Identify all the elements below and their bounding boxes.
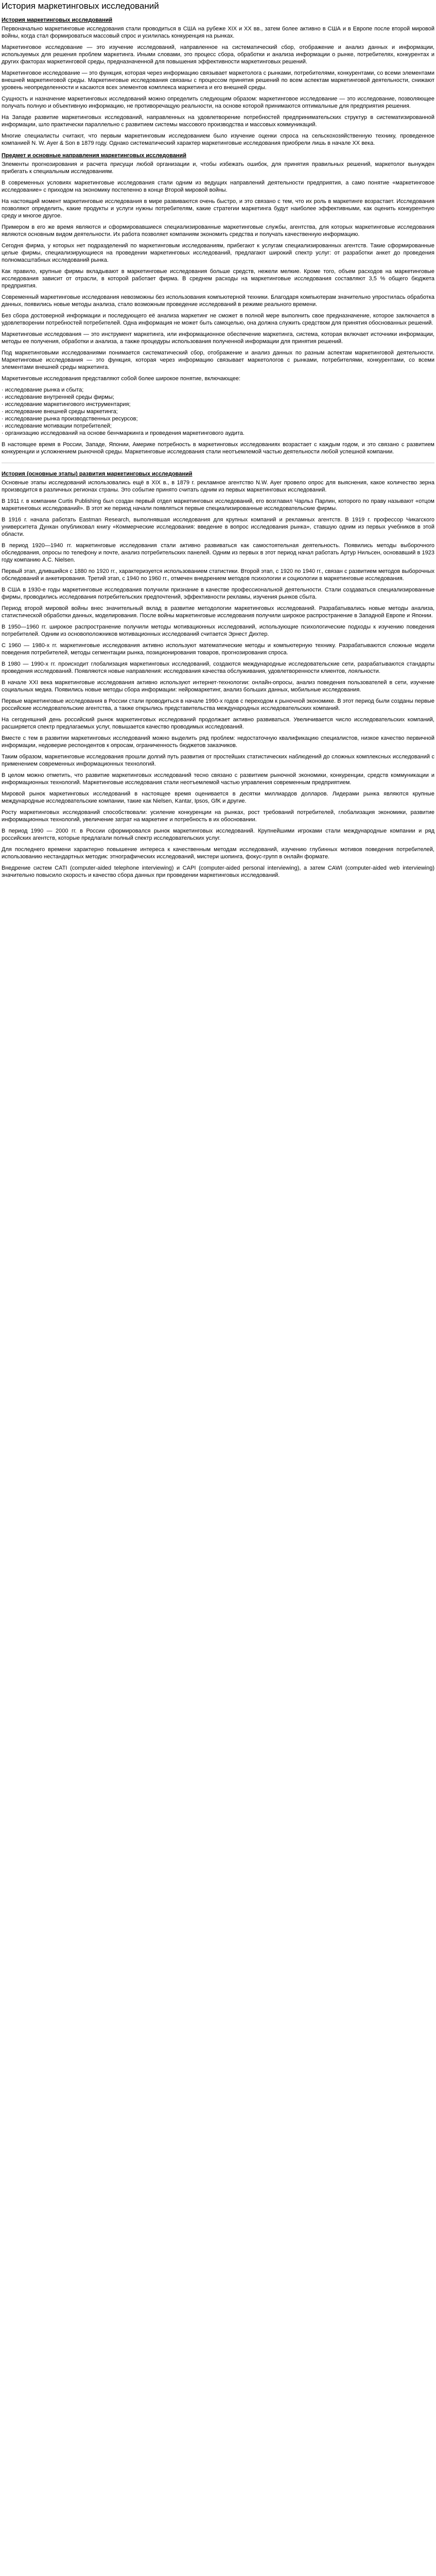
paragraph: На Западе развитие маркетинговых исследований, направленных на удовлетворение потребностей предпринимательских структур в систематизированной информации, шло практически параллельно с развитием системы массового производства и массовых коммуникаций. bbox=[2, 114, 434, 128]
paragraph: Маркетинговое исследование — это функция, которая через информацию связывает маркетолога с рынками, потребителями, конкурентами, со всеми элементами внешней маркетинговой среды. Маркетинговые исследования связаны с процессом принятия решений по всем аспектам маркетинговой деятельности, снижают уровень неопределенности и касаются всех элементов комплекса маркетинга и его внешней среды. bbox=[2, 70, 434, 91]
paragraph: Внедрение систем CATI (computer-aided telephone interviewing) и CAPI (computer-aided personal interviewing), а затем CAWI (computer-aided web interviewing) значительно повысило скорость и качество сбора данных при проведении маркетинговых исследований. bbox=[2, 865, 434, 878]
paragraph: Мировой рынок маркетинговых исследований в настоящее время оценивается в десятки миллиардов долларов. Лидерами рынка являются крупные международные исследовательские компании, такие как Nielsen, Kantar, Ipsos, GfK и другие. bbox=[2, 791, 434, 804]
section-stages bbox=[2, 470, 434, 879]
page-title: История маркетинговых исследований bbox=[2, 1, 159, 11]
list-intro: Маркетинговые исследования представляют собой более широкое понятие, включающее: bbox=[2, 376, 241, 382]
paragraph: Росту маркетинговых исследований способствовали: усиление конкуренции на рынках, рост требований потребителей, глобализация экономики, развитие информационных технологий, увеличение затрат на маркетинг и потребность в их обосновании. bbox=[2, 809, 434, 823]
list-item: · исследование рынка производственных ресурсов; bbox=[2, 416, 138, 422]
list-item: · исследование мотивации потребителей; bbox=[2, 423, 112, 429]
paragraph: Таким образом, маркетинговые исследования прошли долгий путь развития от простейших статистических наблюдений до сложных комплексных исследований с применением современных информационных технологий. bbox=[2, 754, 434, 767]
list-item: · исследование маркетингового инструментария; bbox=[2, 401, 131, 408]
paragraph: Маркетинговое исследование — это изучение исследований, направленное на систематический сбор, отображение и анализ данных и информации, используемых для решения проблем маркетинга. Иными словами, это процесс сбора, обработки и анализа информации о рынке, потребителях, конкурентах и других факторах маркетинговой среды, предназначенной для повышения эффективности маркетинговых решений. bbox=[2, 44, 434, 65]
list-item: · исследование рынка и сбыта; bbox=[2, 387, 84, 393]
paragraph: В 1916 г. начала работать Eastman Research, выполнявшая исследования для крупных компаний и рекламных агентств. В 1919 г. профессор Чикагского университета Дункан опубликовал книгу «Коммерческие исследования: введение в вопрос исследования рынка», ставшую одним из первых учебников в этой области. bbox=[2, 517, 434, 537]
section-subject bbox=[2, 152, 434, 455]
paragraph: На настоящий момент маркетинговые исследования в мире развиваются очень быстро, и это связано с тем, что их роль в маркетинге возрастает. Исследования позволяют определить, какие продукты и услуги нужны потребителям, какие стратегии маркетинга будут наиболее эффективными, как оценить конкурентную среду и многое другое. bbox=[2, 198, 434, 219]
paragraph: В настоящее время в России, Западе, Японии, Америке потребность в маркетинговых исследованиях возрастает с каждым годом, и это связано с развитием конкуренции и усложнением рыночной среды. Маркетинговые исследования стали неотъемлемой частью деятельности любой успешной компании. bbox=[2, 442, 434, 455]
paragraph: В начале XXI века маркетинговые исследования активно используют интернет-технологии: онлайн-опросы, анализ поведения пользователей в сети, изучение социальных медиа. Появились новые методы сбора информации: нейромаркетинг, анализ больших данных, мобильные исследования. bbox=[2, 680, 434, 693]
paragraph: В 1911 г. в компании Curtis Publishing был создан первый отдел маркетинговых исследований, его возглавил Чарльз Парлин, которого по праву называют «отцом маркетинговых исследований». В этот же период начали появляться первые специализированные исследовательские фирмы. bbox=[2, 498, 434, 512]
paragraph: Для последнего времени характерно повышение интереса к качественным методам исследований, изучению глубинных мотивов поведения потребителей, использованию нестандартных методик: этнографических исследований, мистери шопинга, фокус-групп в онлайн формате. bbox=[2, 846, 434, 860]
paragraph: Как правило, крупные фирмы вкладывают в маркетинговые исследования больше средств, нежели мелкие. Кроме того, объем расходов на маркетинговые исследования зависит от отрасли, в которой работает фирма. В среднем расходы на маркетинговые исследования составляют 3,5 % общего бюджета предприятия. bbox=[2, 268, 434, 289]
paragraph: В период 1990 — 2000 гг. в России сформировался рынок маркетинговых исследований. Крупнейшими игроками стали международные компании и ряд российских агентств, которые предлагали полный спектр исследовательских услуг. bbox=[2, 828, 434, 841]
paragraph: Многие специалисты считают, что первым маркетинговым исследованием было изучение оценки спроса на сельскохозяйственную технику, проведенное компанией N. W. Ayer & Son в 1879 году. Однако систематический характер маркетинговые исследования приобрели лишь в начале XX века. bbox=[2, 133, 434, 146]
paragraph: Первые маркетинговые исследования в России стали проводиться в начале 1990-х годов с переходом к рыночной экономике. В этот период были созданы первые российские исследовательские агентства, а также открылись представительства международных исследовательских компаний. bbox=[2, 698, 434, 711]
paragraph: Без сбора достоверной информации и последующего её анализа маркетинг не сможет в полной мере выполнить свое предназначение, которое заключается в удовлетворении потребностей потребителей. Одна информация не может быть самоцелью, она должна служить средством для принятия обоснованных решений. bbox=[2, 313, 434, 326]
paragraph: Сегодня фирма, у которых нет подразделений по маркетинговым исследованиям, прибегают к услугам специализированных агентств. Такие сформированные целые фирмы, специализирующиеся на проведении маркетинговых исследований, предлагают широкий спектр услуг: от разработки анкет до проведения полномасштабных исследований рынка. bbox=[2, 243, 434, 263]
paragraph: На сегодняшний день российский рынок маркетинговых исследований продолжает активно развиваться. Увеличивается число исследовательских компаний, расширяется спектр предлагаемых услуг, повышается качество проводимых исследований. bbox=[2, 717, 434, 730]
paragraph: Элементы прогнозирования и расчета присущи любой организации и, чтобы избежать ошибок, для принятия правильных решений, маркетолог вынужден прибегать к специальным исследованиям. bbox=[2, 161, 434, 175]
list-item: · организацию исследований на основе бенчмаркинга и проведения маркетингового аудита. bbox=[2, 430, 245, 436]
section-heading-stages: История (основные этапы) развития маркетинговых исследований bbox=[2, 471, 193, 477]
paragraph: Под маркетинговыми исследованиями понимается систематический сбор, отображение и анализ данных по разным аспектам маркетинговой деятельности. Маркетинговые исследования — это функция, которая через информацию связывает маркетологов с рынками, потребителями, конкурентами, со всеми элементами внешней среды маркетинга. bbox=[2, 350, 434, 370]
paragraph: С 1960 — 1980-х гг. маркетинговые исследования активно используют математические методы и компьютерную технику. Разрабатываются сложные модели поведения потребителей, методы сегментации рынка, позиционирования товаров, прогнозирования спроса. bbox=[2, 642, 434, 656]
paragraph: Первоначально маркетинговые исследования стали проводиться в США на рубеже XIX и XX вв., затем более активно в США и в Европе после второй мировой войны, когда стал формироваться массовый спрос и усилилась конкуренция на рынках. bbox=[2, 26, 434, 39]
list-item: · исследование внешней среды маркетинга; bbox=[2, 409, 118, 415]
paragraph: Первый этап, длившийся с 1880 по 1920 гг., характеризуется использованием статистики. Второй этап, с 1920 по 1940 гг., связан с развитием методов выборочных обследований и анкетирования. Третий этап, с 1940 по 1960 гг., отмечен внедрением методов психологии и социологии в маркетинговые исследования. bbox=[2, 568, 434, 582]
section-history bbox=[2, 16, 434, 147]
paragraph: Вместе с тем в развитии маркетинговых исследований можно выделить ряд проблем: недостаточную квалификацию специалистов, низкое качество первичной информации, недоверие респондентов к опросам, ограниченность бюджетов заказчиков. bbox=[2, 735, 434, 749]
section-heading-history: История маркетинговых исследований bbox=[2, 17, 113, 23]
paragraph: В США в 1930-е годы маркетинговые исследования получили признание в качестве профессиональной деятельности. Стали создаваться специализированные фирмы, проводились исследования потребительских предпочтений, эффективности рекламы, изучения рынков сбыта. bbox=[2, 587, 434, 600]
paragraph: Основные этапы исследований использовались ещё в XIX в., в 1879 г. рекламное агентство N.W. Ayer провело опрос для выяснения, какое количество зерна производится в различных регионах страны. Это событие принято считать одним из первых маркетинговых исследований. bbox=[2, 480, 434, 493]
paragraph: В целом можно отметить, что развитие маркетинговых исследований тесно связано с развитием рыночной экономики, конкуренции, средств коммуникации и информационных технологий. Маркетинговые исследования стали неотъемлемой частью управления современным предприятием. bbox=[2, 772, 434, 786]
document-page bbox=[0, 0, 436, 888]
paragraph: Современный маркетинговые исследования невозможны без использования компьютерной техники. Благодаря компьютерам значительно упростилась обработка данных, появились новые методы анализа, стало возможным проведение исследований в режиме реального времени. bbox=[2, 294, 434, 308]
section-heading-subject: Предмет и основные направления маркетинговых исследований bbox=[2, 152, 186, 159]
paragraph: Период второй мировой войны внес значительный вклад в развитие методологии маркетинговых исследований. Разрабатывались новые методы анализа, статистической обработки данных, моделирования. После войны маркетинговые исследования получили широкое распространение в Западной Европе и Японии. bbox=[2, 605, 434, 619]
paragraph: Примером в его же время являются и сформировавшиеся специализированные маркетинговые службы, агентства, для которых маркетинговые исследования являются основным видом деятельности. Их работа позволяет компаниям экономить средства и получать качественную информацию. bbox=[2, 224, 434, 238]
paragraph: В 1950—1960 гг. широкое распространение получили методы мотивационных исследований, использующие психологические подходы к изучению поведения потребителей. Одним из основоположников мотивационных исследований считается Эрнест Дихтер. bbox=[2, 624, 434, 637]
paragraph: Маркетинговые исследования — это инструмент маркетинга, или информационное обеспечение маркетинга, система, которая включает источники информации, методы ее получения, обработки и анализа, а также процедуры использования полученной информации для принятия решений. bbox=[2, 331, 434, 345]
list-item: · исследование внутренней среды фирмы; bbox=[2, 394, 114, 400]
paragraph: В современных условиях маркетинговые исследования стали одним из ведущих направлений деятельности предприятия, а само понятие «маркетинговое исследование» с приходом на экономику постепенно в конце Второй мировой войны. bbox=[2, 180, 434, 193]
research-areas-list bbox=[2, 386, 434, 437]
paragraph: Сущность и назначение маркетинговых исследований можно определить следующим образом: маркетинговое исследование — это исследование, позволяющее получать полную и объективную информацию, не противоречащую реальности, на основе которой принимаются оптимальные для предприятия решения. bbox=[2, 96, 434, 109]
paragraph: В период 1920—1940 гг. маркетинговые исследования стали активно развиваться как самостоятельная деятельность. Появились методы выборочного обследования, опросы по телефону и почте, анализ потребительских панелей. Одним из первых в этот период начал работать Артур Нильсен, основавший в 1923 году компанию A.C. Nielsen. bbox=[2, 543, 434, 563]
paragraph: В 1980 — 1990-х гг. происходит глобализация маркетинговых исследований, создаются международные исследовательские сети, разрабатываются стандарты проведения исследований. Появляются новые направления: исследования качества обслуживания, удовлетворенности клиентов, лояльности. bbox=[2, 661, 434, 674]
